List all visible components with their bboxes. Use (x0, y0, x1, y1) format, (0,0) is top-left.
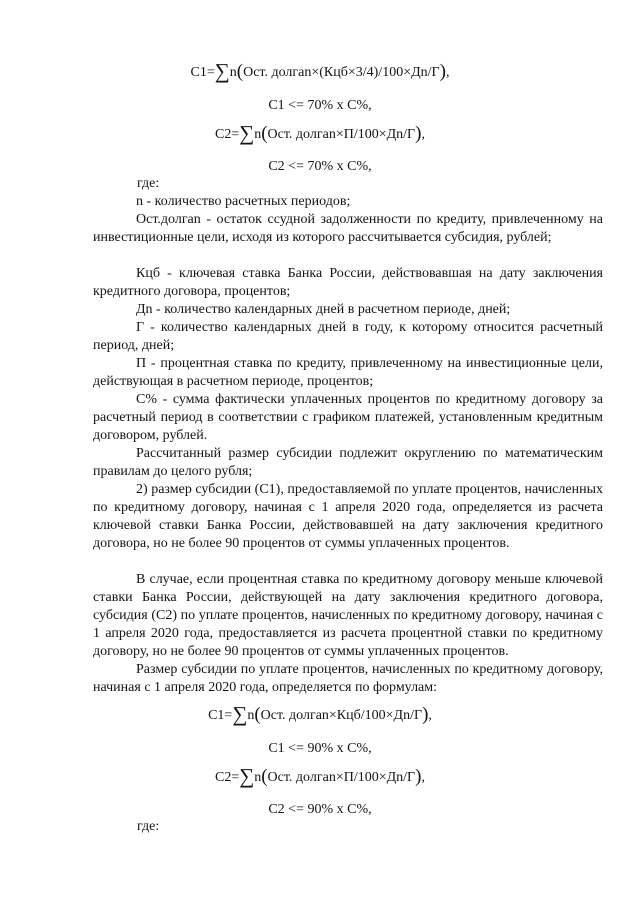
formula-paren-open: ( (254, 704, 261, 725)
formula-body: Ост. долгаn×Кцб/100×Дn/Г (260, 708, 423, 723)
formula-body: Ост. долгаn×(Кцб×3/4)/100×Дn/Г (243, 65, 440, 80)
formula-body: Ост. долгаn×П/100×Дn/Г (267, 127, 416, 142)
formula-lhs: С2= (215, 127, 240, 142)
formula-c1-90 (0, 703, 640, 727)
condition-c1-70: С1 <= 70% х С%, (268, 98, 372, 113)
sigma-symbol: ∑ (239, 764, 255, 788)
formula-tail: , (421, 127, 425, 142)
sigma-symbol: ∑ (214, 59, 230, 83)
paragraph-p: П - процентная ставка по кредиту, привлеченному на инвестиционные цели, действующая в расчетном периоде, процентов; (93, 356, 603, 389)
where-label: где: (137, 176, 160, 191)
condition-c1-90: С1 <= 90% х С%, (268, 741, 372, 756)
paragraph-rounding: Рассчитанный размер субсидии подлежит округлению по математическим правилам до целого рубля; (93, 446, 603, 479)
formula-paren-close: ) (415, 123, 422, 144)
formula-index: n (254, 770, 262, 785)
formula-lhs: С2= (215, 770, 240, 785)
condition-c2-70: С2 <= 70% х С%, (268, 159, 372, 174)
paragraph-g: Г - количество календарных дней в году, к которому относится расчетный период, дней; (93, 320, 603, 353)
paragraph-kcb: Кцб - ключевая ставка Банка России, действовавшая на дату заключения кредитного договора, процентов; (93, 266, 603, 299)
formula-paren-open: ( (261, 123, 268, 144)
formula-paren-close: ) (415, 766, 422, 787)
paragraph-item-2: 2) размер субсидии (С1), предоставляемой по уплате процентов, начисленных по кредитному договору, начиная с 1 апреля 2020 года, определяется из расчета ключевой ставки Банка России, действовавшей на дату заключения кредитного договора, но не более 90 процентов от суммы уплаченных процентов. (93, 482, 603, 551)
paragraph-formulas-intro: Размер субсидии по уплате процентов, начисленных по кредитному договору, начиная с 1 апреля 2020 года, определяется по формулам: (93, 662, 603, 695)
formula-c2-70 (0, 122, 640, 146)
where-label: где: (137, 819, 160, 834)
condition-c2-90: С2 <= 90% х С%, (268, 802, 372, 817)
formula-c1-70 (0, 60, 640, 84)
formula-c2-90 (0, 765, 640, 789)
sigma-symbol: ∑ (239, 121, 255, 145)
formula-index: n (247, 708, 255, 723)
formula-lhs: С1= (208, 708, 233, 723)
formula-index: n (254, 127, 262, 142)
paragraph-dn: Дn - количество календарных дней в расчетном периоде, дней; (136, 302, 511, 317)
formula-paren-close: ) (439, 61, 446, 82)
formula-lhs: С1= (190, 65, 215, 80)
paragraph-c-percent: С% - сумма фактически уплаченных процентов по кредитному договору за расчетный период в соответствии с графиком платежей, установленным кредитным договором, рублей. (93, 392, 603, 443)
formula-tail: , (445, 65, 450, 80)
sigma-symbol: ∑ (232, 702, 248, 726)
paragraph-ost-dolga: Ост.долгаn - остаток ссудной задолженности по кредиту, привлеченному на инвестиционные цели, исходя из которого рассчитывается субсидия, рублей; (93, 212, 603, 245)
formula-paren-close: ) (422, 704, 429, 725)
formula-paren-open: ( (236, 61, 244, 82)
formula-index: n (229, 65, 237, 80)
formula-paren-open: ( (261, 766, 268, 787)
formula-body: Ост. долгаn×П/100×Дn/Г (267, 770, 416, 785)
paragraph-case: В случае, если процентная ставка по кредитному договору меньше ключевой ставки Банка России, действующей на дату заключения кредитного договора, субсидия (С2) по уплате процентов, начисленных по кредитному договору, начиная с 1 апреля 2020 года, предоставляется из расчета процентной ставки по кредитному договору, но не более 90 процентов от суммы уплаченных процентов. (93, 572, 603, 659)
paragraph-n: n - количество расчетных периодов; (136, 194, 351, 209)
formula-tail: , (428, 708, 432, 723)
formula-tail: , (421, 770, 425, 785)
